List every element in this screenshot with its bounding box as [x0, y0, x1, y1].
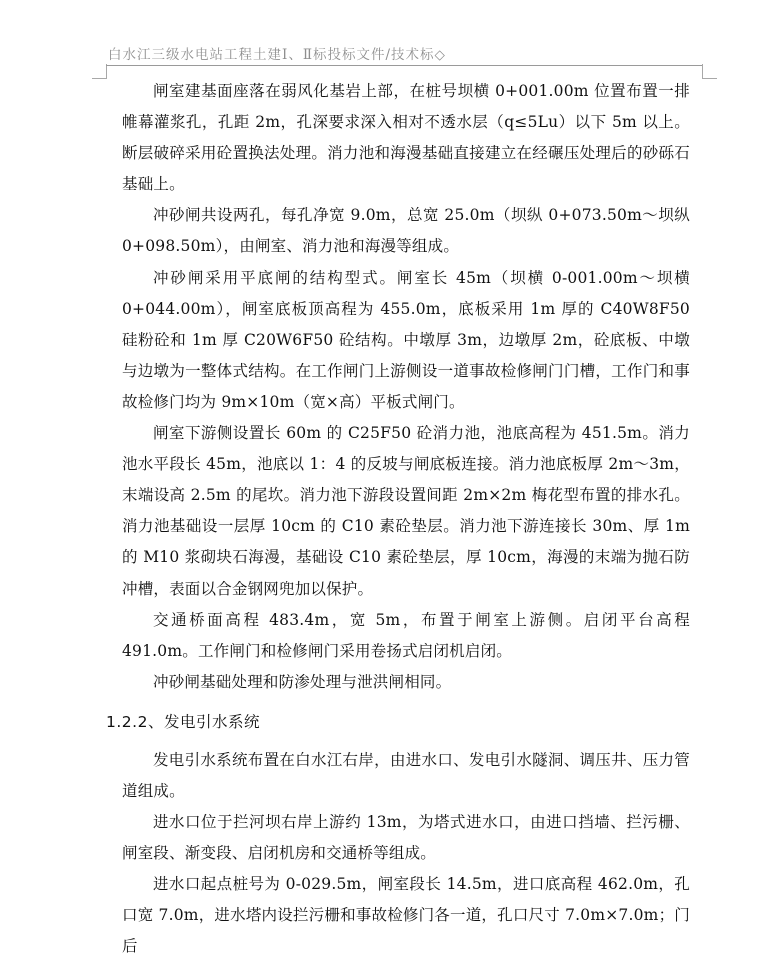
paragraph-intake-system: 发电引水系统布置在白水江右岸，由进水口、发电引水隧洞、调压井、压力管道组成。	[122, 750, 690, 800]
header-rule	[106, 65, 702, 66]
section-heading: 1.2.2、发电引水系统	[106, 712, 260, 731]
paragraph-stilling-basin: 闸室下游侧设置长 60m 的 C25F50 砼消力池，池底高程为 451.5m。消力池水平段长 45m，池底以 1：4 的反坡与闸底板连接。消力池底板厚 2m～3m，末端设高 2.5m 的尾坎。消力池下游段设置间距 2m×2m 梅花型布置的排水孔。消力池基础设一层厚 10cm 的 C10 素砼垫层。消力池下游连接长 30m、厚 1m 的 M10 浆砌块石海漫，基础设 C10 素砼垫层，厚 10cm，海漫的末端为抛石防冲槽，表面以合金钢网兜加以保护。	[122, 424, 690, 598]
document-body	[106, 76, 690, 963]
paragraph-intake-location: 进水口位于拦河坝右岸上游约 13m，为塔式进水口，由进口挡墙、拦污栅、闸室段、渐变段、启闭机房和交通桥等组成。	[122, 813, 690, 863]
page-header: 白水江三级水电站工程土建Ⅰ、Ⅱ标投标文件/技术标◇	[108, 47, 446, 63]
paragraph-foundation: 闸室建基面座落在弱风化基岩上部，在桩号坝横 0+001.00m 位置布置一排帷幕灌浆孔，孔距 2m，孔深要求深入相对不透水层（q≤5Lu）以下 5m 以上。断层破碎采用砼置换法处理。消力池和海漫基础直接建立在经碾压处理后的砂砾石基础上。	[122, 82, 690, 194]
paragraph-traffic-bridge: 交通桥面高程 483.4m，宽 5m，布置于闸室上游侧。启闭平台高程 491.0m。工作闸门和检修闸门采用卷扬式启闭机启闭。	[122, 610, 690, 660]
crop-mark-top-right	[702, 64, 717, 79]
paragraph-foundation-treatment: 冲砂闸基础处理和防渗处理与泄洪闸相同。	[153, 672, 452, 691]
crop-mark-top-left	[92, 64, 107, 79]
paragraph-intake-dimensions: 进水口起点桩号为 0-029.5m，闸室段长 14.5m，进口底高程 462.0m，孔口宽 7.0m，进水塔内设拦污栅和事故检修门各一道，孔口尺寸 7.0m×7.0m；门后	[122, 875, 690, 956]
paragraph-sluice-structure: 冲砂闸采用平底闸的结构型式。闸室长 45m（坝横 0-001.00m～坝横 0+044.00m），闸室底板顶高程为 455.0m，底板采用 1m 厚的 C40W8F50 硅粉砼和 1m 厚 C20W6F50 砼结构。中墩厚 3m，边墩厚 2m，砼底板、中墩与边墩为一整体式结构。在工作闸门上游侧设一道事故检修闸门门槽，工作门和事故检修门均为 9m×10m（宽×高）平板式闸门。	[122, 268, 690, 411]
paragraph-sluice-openings: 冲砂闸共设两孔，每孔净宽 9.0m，总宽 25.0m（坝纵 0+073.50m～坝纵 0+098.50m），由闸室、消力池和海漫等组成。	[122, 206, 690, 256]
